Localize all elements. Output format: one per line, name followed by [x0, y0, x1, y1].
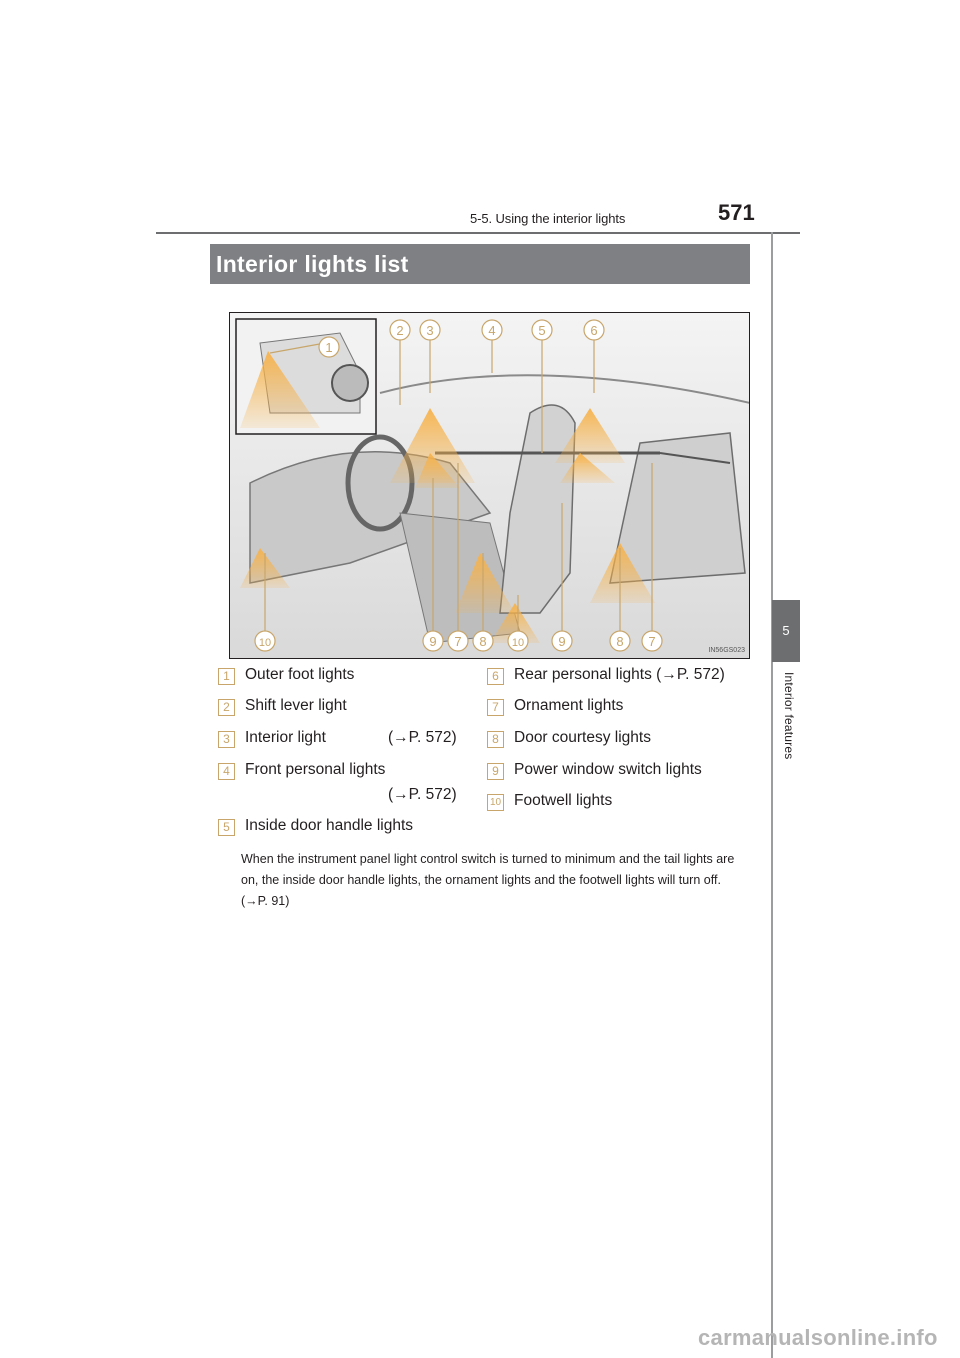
legend-num: 9: [487, 763, 504, 780]
callout-bottom-10b: 10: [511, 637, 525, 649]
legend-label: Door courtesy lights: [514, 729, 651, 746]
legend-label: Inside door handle lights: [245, 817, 414, 834]
interior-lights-figure: [229, 312, 750, 659]
legend-num: 4: [218, 763, 235, 780]
legend-num: 1: [218, 668, 235, 685]
note-paragraph: When the instrument panel light control switch is turned to minimum and the tail lights are on, the inside door handle lights, the ornament lights and the footwell lights will turn off. (→P. 91): [241, 852, 735, 908]
callout-6: 6: [590, 323, 598, 338]
legend-label: Outer foot lights: [245, 666, 355, 683]
callout-bottom-9a: 9: [429, 634, 437, 649]
legend-item-rear-personal: [487, 666, 725, 685]
page-ref-link[interactable]: (→P. 572): [388, 786, 457, 803]
legend-num: 6: [487, 668, 504, 685]
legend-num: 5: [218, 819, 235, 836]
callout-3: 3: [426, 323, 434, 338]
chapter-title: Interior features: [782, 672, 796, 760]
legend-item-front-personal: [218, 761, 385, 780]
callout-bottom-10a: 10: [258, 637, 272, 649]
legend-label: Ornament lights: [514, 697, 624, 714]
legend-num: 2: [218, 699, 235, 716]
cabin-illustration: [230, 313, 750, 659]
legend-num: 8: [487, 731, 504, 748]
legend-label: Front personal lights: [245, 761, 386, 778]
legend-item-ornament: [487, 697, 623, 716]
legend-num: 3: [218, 731, 235, 748]
callout-bottom-9b: 9: [558, 634, 566, 649]
section-title: 5-5. Using the interior lights: [470, 211, 626, 226]
legend-label: Shift lever light: [245, 697, 347, 714]
chapter-tab[interactable]: 5: [772, 600, 800, 662]
legend-item-shift-lever: [218, 697, 347, 716]
legend-item-door-handle: [218, 817, 413, 836]
callout-bottom-7b: 7: [648, 634, 656, 649]
page-title: Interior lights list: [216, 251, 409, 277]
callout-bottom-8b: 8: [616, 634, 624, 649]
callout-5: 5: [538, 323, 546, 338]
callout-bottom-8a: 8: [479, 634, 487, 649]
callout-4: 4: [488, 323, 496, 338]
page-number: 571: [718, 200, 755, 225]
legend-label: Footwell lights: [514, 792, 613, 809]
legend-item-outer-foot: [218, 666, 354, 685]
legend-label: Power window switch lights: [514, 761, 702, 778]
callout-bottom-7a: 7: [454, 634, 462, 649]
legend-item-door-courtesy: [487, 729, 651, 748]
legend-num: 10: [487, 794, 504, 811]
callout-2: 2: [396, 323, 404, 338]
legend-label: Rear personal lights (→P. 572): [514, 666, 725, 683]
callout-inset-1: 1: [325, 340, 333, 355]
figure-code: IN56GS023: [708, 647, 745, 654]
legend-item-interior-light: [218, 729, 326, 748]
page-ref-link[interactable]: (→P. 572): [388, 729, 457, 746]
legend-item-footwell: [487, 792, 612, 811]
legend-item-power-window: [487, 761, 702, 780]
legend-num: 7: [487, 699, 504, 716]
side-divider: [771, 232, 773, 1358]
footer-watermark: carmanualsonline.info: [698, 1325, 938, 1350]
legend-label: Interior light: [245, 729, 326, 746]
